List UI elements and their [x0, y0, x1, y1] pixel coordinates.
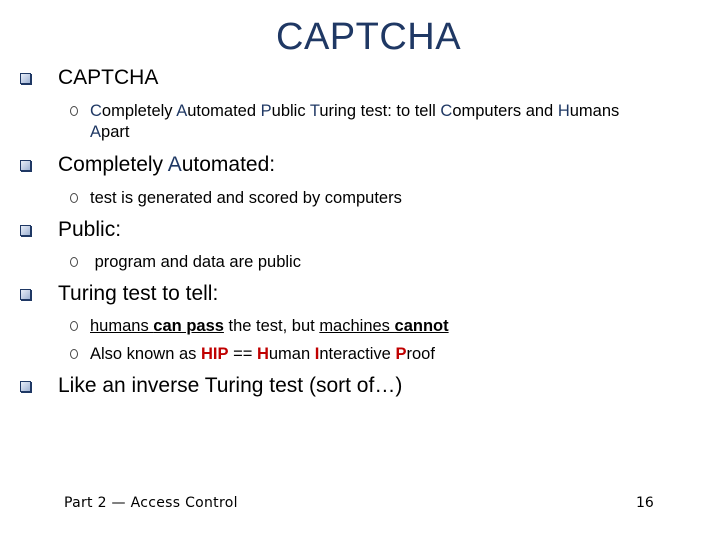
letter-a2: A	[90, 123, 102, 141]
letter-p: P	[260, 102, 272, 120]
square-bullet-icon	[20, 73, 31, 84]
footer-section-title: Part 2 — Access Control	[64, 495, 238, 511]
letter-c: C	[90, 102, 102, 120]
bullet-inverse-turing	[20, 374, 402, 398]
circle-bullet-icon	[70, 349, 78, 359]
letter-c2: C	[440, 102, 453, 120]
sub-bullet-captcha-definition	[70, 101, 700, 143]
text: ublic	[271, 102, 310, 120]
captcha-definition-text	[90, 101, 619, 143]
text: the test, but	[223, 317, 320, 335]
footer-page-number: 16	[636, 495, 654, 511]
text: uman	[268, 345, 315, 363]
automated-sub-text: test is generated and scored by computers	[90, 189, 402, 207]
square-bullet-icon	[20, 225, 31, 236]
public-sub-text: program and data are public	[90, 253, 301, 271]
letter-t: T	[309, 102, 320, 120]
bullet-captcha-label: CAPTCHA	[58, 66, 159, 89]
letter-i: I	[314, 345, 320, 363]
sub-bullet-public	[70, 252, 301, 273]
square-bullet-icon	[20, 381, 31, 392]
bullet-automated-label	[58, 153, 275, 176]
text: humans	[90, 317, 154, 335]
letter-p: P	[395, 345, 407, 363]
sub-bullet-hip	[70, 344, 435, 365]
letter-h: H	[557, 102, 570, 120]
circle-bullet-icon	[70, 321, 78, 331]
square-bullet-icon	[20, 289, 31, 300]
text: utomated	[187, 102, 261, 120]
hip-text	[90, 344, 435, 365]
square-bullet-icon	[20, 160, 31, 171]
circle-bullet-icon	[70, 106, 78, 116]
text: roof	[406, 345, 435, 363]
text: part	[101, 123, 130, 141]
bullet-turing-label: Turing test to tell:	[58, 282, 219, 305]
text: utomated:	[181, 153, 276, 176]
text: umans	[569, 102, 620, 120]
letter-a: A	[167, 153, 182, 176]
sub-bullet-automated	[70, 188, 402, 209]
text: nteractive	[319, 345, 396, 363]
bullet-public	[20, 218, 121, 242]
bullet-public-label: Public:	[58, 218, 122, 241]
humans-can-pass-text	[90, 316, 449, 337]
text-bold: can pass	[153, 317, 224, 335]
bullet-completely-automated	[20, 153, 275, 177]
circle-bullet-icon	[70, 257, 78, 267]
bullet-turing	[20, 282, 218, 306]
text: ompletely	[101, 102, 177, 120]
bullet-captcha	[20, 66, 158, 90]
hip-acronym: HIP	[200, 345, 229, 363]
text: machines	[319, 317, 395, 335]
letter-h: H	[256, 345, 269, 363]
slide-title: CAPTCHA	[276, 16, 462, 58]
text: Completely	[58, 153, 168, 176]
text-bold: cannot	[394, 317, 449, 335]
text: Also known as	[90, 345, 201, 363]
sub-bullet-humans-can-pass	[70, 316, 449, 337]
circle-bullet-icon	[70, 193, 78, 203]
text: omputers and	[452, 102, 558, 120]
text: uring test: to tell	[319, 102, 441, 120]
bullet-inverse-label: Like an inverse Turing test (sort of…)	[58, 374, 403, 397]
text: ==	[228, 345, 257, 363]
letter-a: A	[176, 102, 188, 120]
